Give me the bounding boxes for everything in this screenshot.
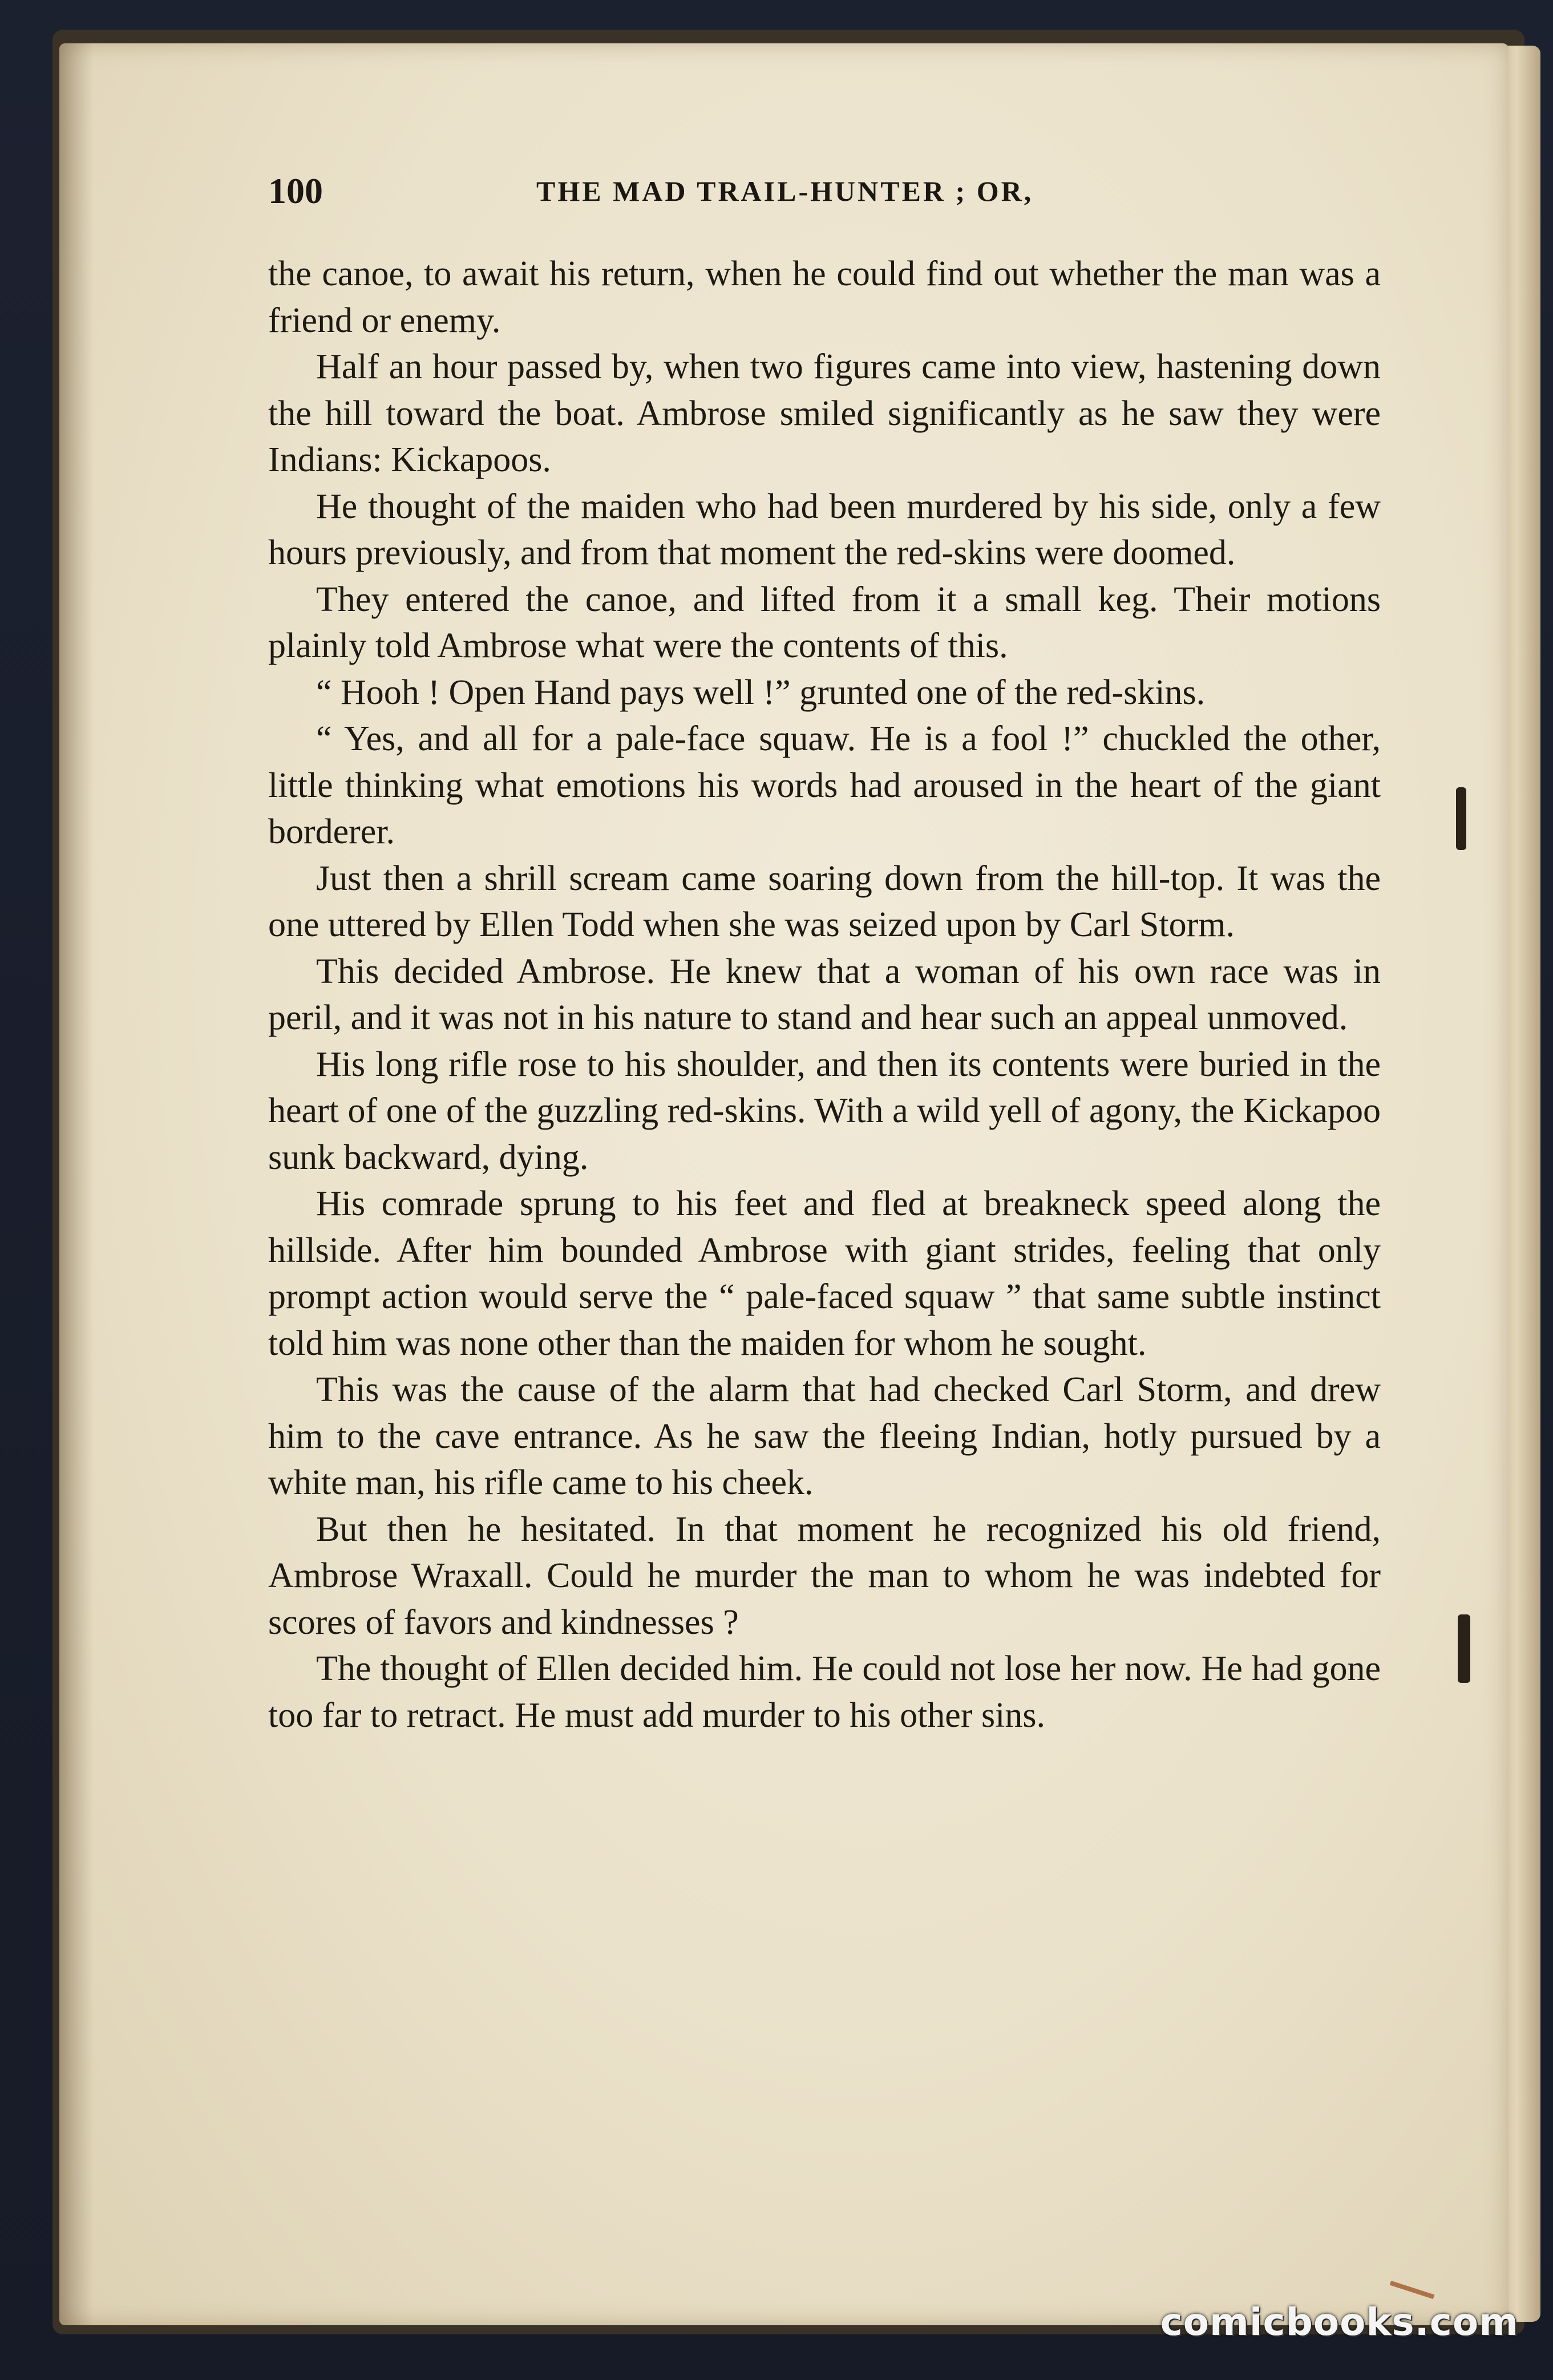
binding-clip-mark: [1458, 1614, 1470, 1683]
paragraph-4: They entered the canoe, and lifted from it a small keg. Their motions plainly told Ambrose what were the contents of this.: [268, 580, 1381, 665]
body-text: [268, 251, 1381, 1739]
watermark: comicbooks.com: [1160, 2300, 1519, 2344]
paragraph-6: “ Yes, and all for a pale-face squaw. He is a fool !” chuckled the other, little thinking what emotions his words had aroused in the heart of the giant borderer.: [268, 719, 1381, 851]
paragraph-7: Just then a shrill scream came soaring down from the hill-top. It was the one uttered by Ellen Todd when she was seized upon by Carl Storm.: [268, 859, 1381, 944]
binding-shadow: [59, 43, 94, 2325]
page-number: 100: [268, 171, 323, 211]
paragraph-3: He thought of the maiden who had been murdered by his side, only a few hours previously, and from that moment the red-skins were doomed.: [268, 487, 1381, 572]
paragraph-13: The thought of Ellen decided him. He could not lose her now. He had gone too far to retract. He must add murder to his other sins.: [268, 1649, 1381, 1735]
paragraph-9: His long rifle rose to his shoulder, and then its contents were buried in the heart of one of the guzzling red-skins. With a wild yell of agony, the Kickapoo sunk backward, dying.: [268, 1045, 1381, 1177]
paragraph-8: This decided Ambrose. He knew that a woman of his own race was in peril, and it was not in his nature to stand and hear such an appeal unmoved.: [268, 952, 1381, 1037]
paragraph-11: This was the cause of the alarm that had checked Carl Storm, and drew him to the cave entrance. As he saw the fleeing Indian, hotly pursued by a white man, his rifle came to his cheek.: [268, 1370, 1381, 1502]
paragraph-12: But then he hesitated. In that moment he recognized his old friend, Ambrose Wraxall. Could he murder the man to whom he was indebted for scores of favors and kindnesses ?: [268, 1509, 1381, 1642]
paragraph-5: “ Hooh ! Open Hand pays well !” grunted one of the red-skins.: [316, 673, 1206, 712]
paragraph-2: Half an hour passed by, when two figures came into view, hastening down the hill toward the boat. Ambrose smiled significantly as he saw they were Indians: Kickapoos.: [268, 347, 1381, 479]
paragraph-1: the canoe, to await his return, when he could find out whether the man was a friend or enemy.: [268, 254, 1381, 340]
paragraph-10: His comrade sprung to his feet and fled at breakneck speed along the hillside. After him bounded Ambrose with giant strides, feeling that only prompt action would serve the “ pale-faced squaw ” that same subtle instinct told him was none other than the maiden for whom he sought.: [268, 1184, 1381, 1363]
binding-clip-mark: [1456, 787, 1466, 850]
running-head: THE MAD TRAIL-HUNTER ; OR,: [536, 175, 1034, 207]
page-header: [268, 165, 1375, 217]
